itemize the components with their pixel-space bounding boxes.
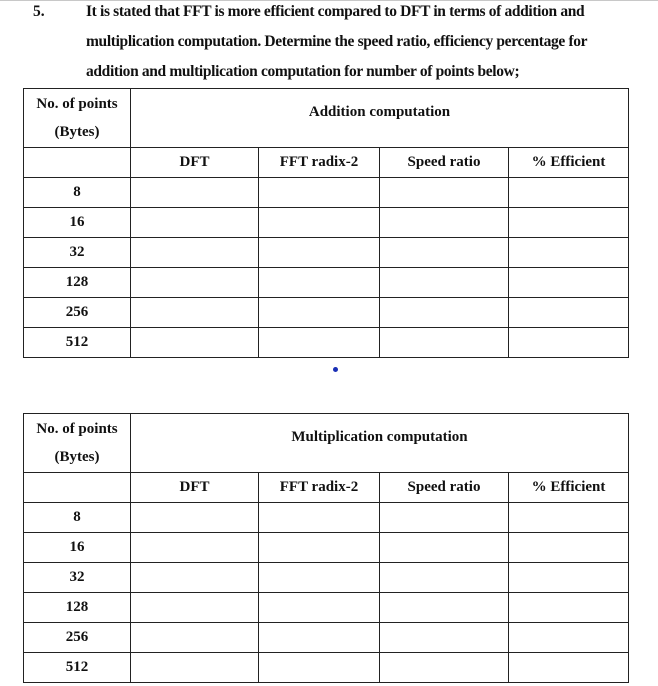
cell-fft-radix-2[interactable] (259, 593, 380, 623)
cell-fft-radix-2[interactable] (259, 623, 380, 653)
cell-efficient[interactable] (509, 328, 629, 358)
column-header-fft-radix-2: FFT radix-2 (259, 473, 380, 503)
cell-fft-radix-2[interactable] (259, 503, 380, 533)
column-header-speed-ratio: Speed ratio (380, 473, 509, 503)
question-text-line-2: multiplication computation. Determine the speed ratio, efficiency percentage for (86, 33, 588, 50)
multiplication-computation-table (23, 413, 629, 683)
row-points: 16 (24, 208, 131, 238)
column-header-row (24, 473, 629, 503)
cell-dft[interactable] (131, 503, 259, 533)
table-row (24, 593, 629, 623)
group-title-cell (131, 89, 629, 148)
cell-efficient[interactable] (509, 593, 629, 623)
cell-speed-ratio[interactable] (380, 238, 509, 268)
cell-fft-radix-2[interactable] (259, 208, 380, 238)
column-header-row (24, 148, 629, 178)
cell-efficient[interactable] (509, 298, 629, 328)
cell-dft[interactable] (131, 593, 259, 623)
group-title-cell (131, 414, 629, 473)
addition-computation-table (23, 88, 629, 358)
points-header-unit: (Bytes) (54, 449, 100, 465)
cell-dft[interactable] (131, 208, 259, 238)
points-header-cell (24, 89, 131, 148)
row-points: 16 (24, 533, 131, 563)
column-header-efficient: % Efficient (509, 148, 629, 178)
cell-speed-ratio[interactable] (380, 178, 509, 208)
table-row (24, 653, 629, 683)
cell-efficient[interactable] (509, 533, 629, 563)
cell-fft-radix-2[interactable] (259, 178, 380, 208)
row-points: 256 (24, 298, 131, 328)
points-header-label: No. of points (36, 421, 118, 437)
row-points: 256 (24, 623, 131, 653)
column-header-dft: DFT (131, 148, 259, 178)
cell-dft[interactable] (131, 328, 259, 358)
table-header-row (24, 89, 629, 148)
cell-efficient[interactable] (509, 238, 629, 268)
cell-speed-ratio[interactable] (380, 208, 509, 238)
table-row (24, 503, 629, 533)
points-header-unit: (Bytes) (54, 124, 100, 140)
cell-dft[interactable] (131, 533, 259, 563)
column-header-speed-ratio: Speed ratio (380, 148, 509, 178)
question-number: 5. (33, 3, 45, 20)
cell-fft-radix-2[interactable] (259, 563, 380, 593)
row-points: 32 (24, 563, 131, 593)
cell-efficient[interactable] (509, 268, 629, 298)
column-header-efficient: % Efficient (509, 473, 629, 503)
cell-fft-radix-2[interactable] (259, 328, 380, 358)
cell-speed-ratio[interactable] (380, 533, 509, 563)
empty-header-cell (24, 473, 131, 503)
cell-speed-ratio[interactable] (380, 593, 509, 623)
cell-efficient[interactable] (509, 653, 629, 683)
cell-dft[interactable] (131, 563, 259, 593)
cell-dft[interactable] (131, 623, 259, 653)
cell-speed-ratio[interactable] (380, 503, 509, 533)
group-title: Multiplication computation (291, 428, 468, 445)
cell-speed-ratio[interactable] (380, 563, 509, 593)
points-header-label: No. of points (36, 96, 118, 112)
table-row (24, 298, 629, 328)
cell-efficient[interactable] (509, 503, 629, 533)
cell-speed-ratio[interactable] (380, 298, 509, 328)
group-title: Addition computation (308, 103, 451, 120)
cell-efficient[interactable] (509, 208, 629, 238)
blue-dot-marker (333, 367, 338, 372)
row-points: 128 (24, 268, 131, 298)
column-header-dft: DFT (131, 473, 259, 503)
cell-speed-ratio[interactable] (380, 653, 509, 683)
table-row (24, 208, 629, 238)
cell-fft-radix-2[interactable] (259, 298, 380, 328)
row-points: 512 (24, 328, 131, 358)
points-header-cell (24, 414, 131, 473)
table-row (24, 533, 629, 563)
row-points: 512 (24, 653, 131, 683)
row-points: 8 (24, 178, 131, 208)
cell-speed-ratio[interactable] (380, 328, 509, 358)
row-points: 8 (24, 503, 131, 533)
cell-dft[interactable] (131, 178, 259, 208)
table-row (24, 563, 629, 593)
cell-dft[interactable] (131, 268, 259, 298)
row-points: 32 (24, 238, 131, 268)
table-row (24, 328, 629, 358)
top-divider (0, 0, 658, 1)
table-row (24, 268, 629, 298)
column-header-fft-radix-2: FFT radix-2 (259, 148, 380, 178)
cell-dft[interactable] (131, 238, 259, 268)
row-points: 128 (24, 593, 131, 623)
table-row (24, 178, 629, 208)
cell-efficient[interactable] (509, 563, 629, 593)
cell-fft-radix-2[interactable] (259, 653, 380, 683)
cell-dft[interactable] (131, 298, 259, 328)
cell-fft-radix-2[interactable] (259, 238, 380, 268)
cell-speed-ratio[interactable] (380, 268, 509, 298)
cell-fft-radix-2[interactable] (259, 533, 380, 563)
table-row (24, 623, 629, 653)
table-row (24, 238, 629, 268)
table-header-row (24, 414, 629, 473)
cell-dft[interactable] (131, 653, 259, 683)
question-text-line-3: addition and multiplication computation for number of points below; (86, 63, 520, 80)
cell-efficient[interactable] (509, 178, 629, 208)
cell-efficient[interactable] (509, 623, 629, 653)
empty-header-cell (24, 148, 131, 178)
cell-fft-radix-2[interactable] (259, 268, 380, 298)
question-text-line-1: It is stated that FFT is more efficient compared to DFT in terms of addition and (86, 3, 585, 20)
cell-speed-ratio[interactable] (380, 623, 509, 653)
